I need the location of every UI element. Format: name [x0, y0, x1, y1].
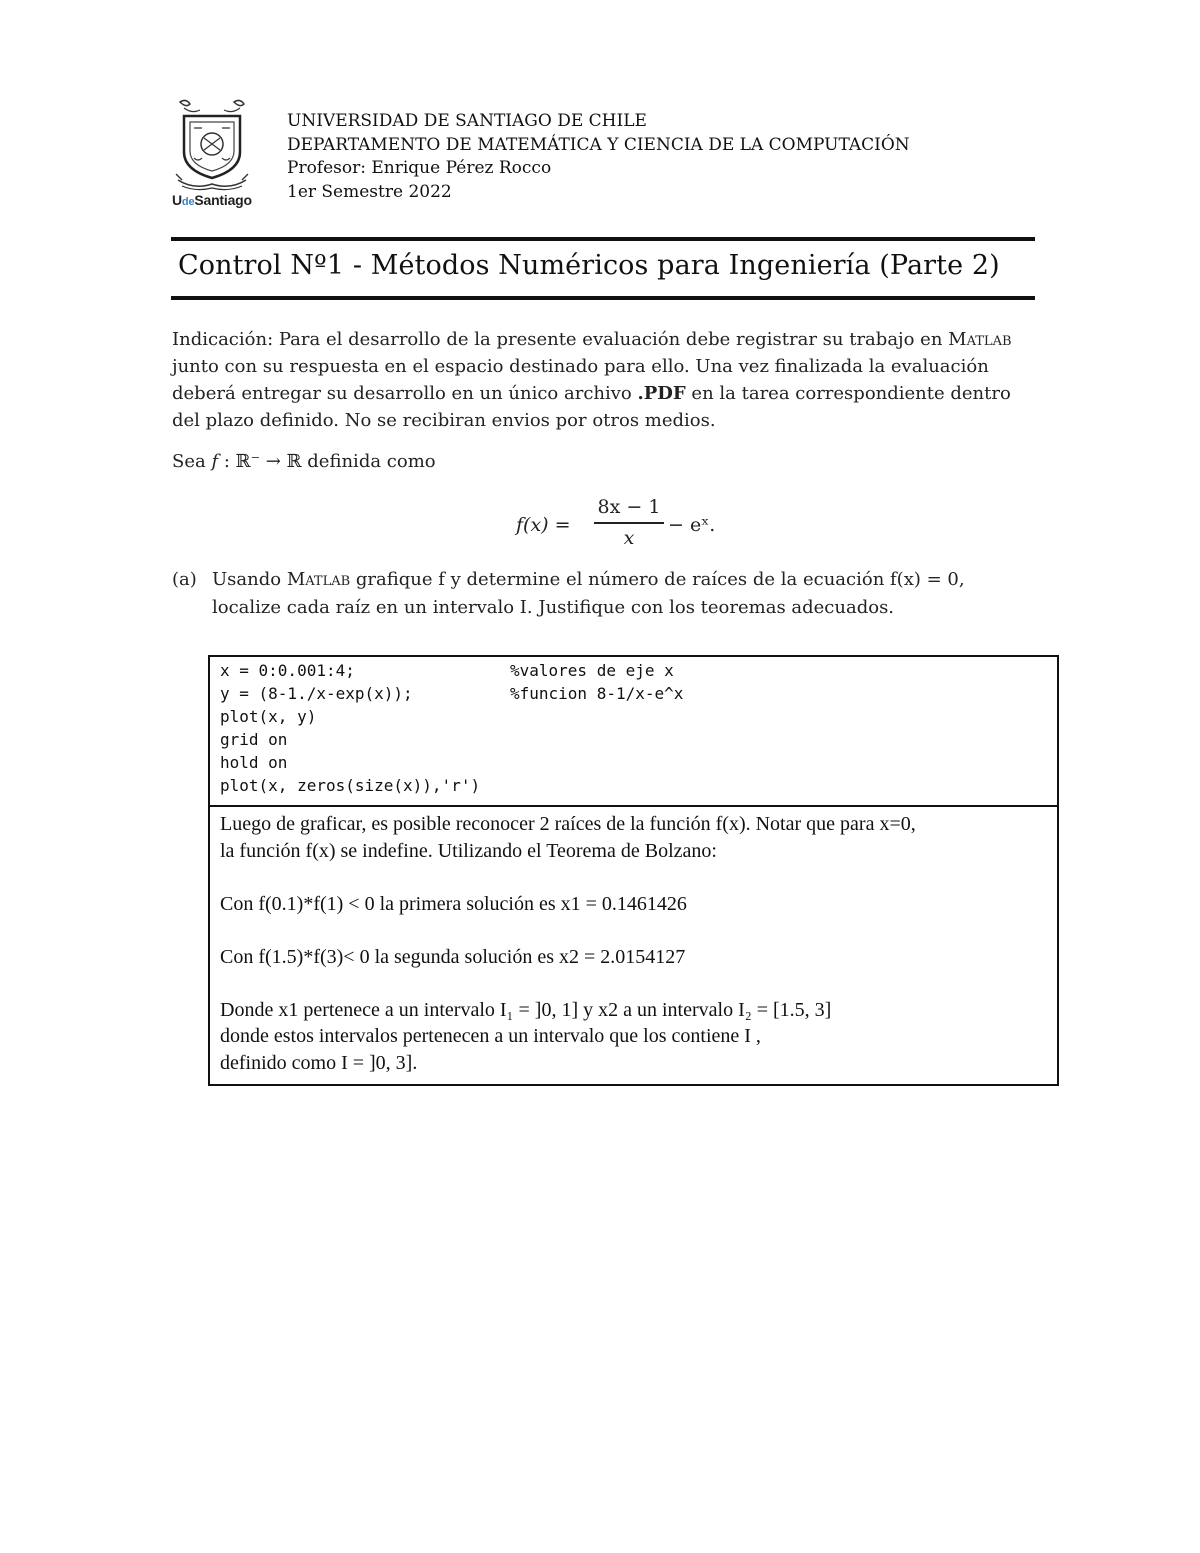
- answer-separator: [210, 805, 1057, 807]
- code-line: plot(x, y): [220, 707, 317, 726]
- question-label: (a): [172, 569, 197, 590]
- code-line: plot(x, zeros(size(x)),'r'): [220, 776, 481, 795]
- logo-wordmark: UdeSantiago: [172, 192, 252, 208]
- formula-numerator: 8x − 1: [597, 496, 661, 518]
- code-line: hold on: [220, 753, 288, 772]
- matlab-code-block: [220, 659, 684, 797]
- code-line: y = (8-1./x-exp(x)); %funcion 8-1/x-e^x: [220, 684, 684, 703]
- code-line: grid on: [220, 730, 288, 749]
- formula-denominator: x: [623, 526, 635, 549]
- formula-fraction: [594, 496, 664, 549]
- fraction-bar: [594, 522, 664, 524]
- instructions-paragraph: Indicación: Para el desarrollo de la presente evaluación debe registrar su trabajo en Matlab junto con su respuesta en el espacio destinado para ello. Una vez finalizada la evaluación deberá entregar su desarrollo en un único archivo .PDF en la tarea correspondiente dentro del plazo definido. No se recibiran envios por otros medios.: [172, 329, 1012, 431]
- department-name: DEPARTAMENTO DE MATEMÁTICA Y CIENCIA DE LA COMPUTACIÓN: [287, 134, 910, 155]
- answer-text: Luego de graficar, es posible reconocer 2 raíces de la función f(x). Notar que para x=0, la función f(x) se indefine. Utilizando el Teorema de Bolzano: Con f(0.1)*f(1) < 0 la primera solución es x1 = 0.1461426 Con f(1.5)*f(3)< 0 la segunda solución es x2 = 2.0154127 Donde x1 pertenece a un intervalo I₁ = ]0, 1] y x2 a un intervalo I₂ = [1.5, 3] donde estos intervalos pertenecen a un intervalo que los contiene I , definido como I = ]0, 3].: [220, 813, 916, 1074]
- university-name: UNIVERSIDAD DE SANTIAGO DE CHILE: [287, 111, 647, 131]
- semester: 1er Semestre 2022: [287, 181, 452, 202]
- title-top-rule: [171, 237, 1035, 241]
- formula-rhs: − eˣ.: [668, 514, 716, 536]
- formula-lhs: f(x) =: [516, 514, 571, 536]
- function-definition: Sea f : ℝ⁻ → ℝ definida como: [172, 451, 436, 472]
- institution-header: [287, 110, 910, 204]
- university-crest-icon: [170, 98, 254, 194]
- document-title: Control Nº1 - Métodos Numéricos para Ingeniería (Parte 2): [178, 250, 1000, 281]
- professor-name: Profesor: Enrique Pérez Rocco: [287, 158, 552, 178]
- university-logo: [170, 98, 254, 214]
- answer-box: [208, 655, 1059, 1086]
- title-bottom-rule: [171, 296, 1035, 300]
- code-line: x = 0:0.001:4; %valores de eje x: [220, 661, 674, 680]
